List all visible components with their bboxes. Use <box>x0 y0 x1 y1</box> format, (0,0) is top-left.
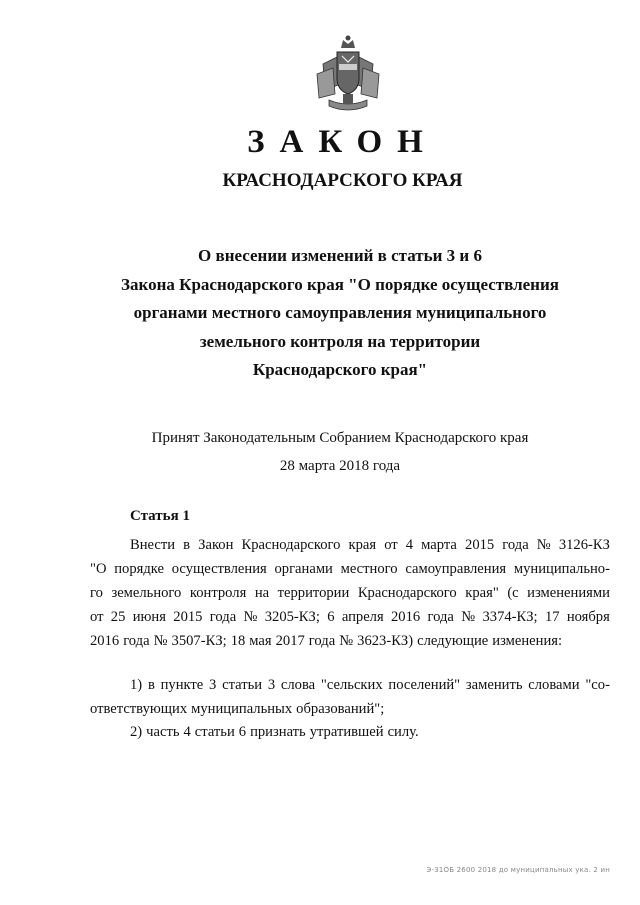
word: ответствующих <box>90 701 188 717</box>
word: края" <box>465 585 499 601</box>
word: 2016 <box>90 633 120 649</box>
word: земельного <box>111 585 182 601</box>
law-region: КРАСНОДАРСКОГО КРАЯ <box>222 170 463 191</box>
word: от <box>90 609 104 625</box>
word: № <box>243 609 258 625</box>
item-line <box>90 720 610 744</box>
word: органами <box>274 561 333 577</box>
word: 25 <box>110 609 126 625</box>
word: статьи <box>222 677 263 693</box>
heading-line: органами местного самоуправления муниципального <box>133 303 547 322</box>
word: апреля <box>341 609 384 625</box>
item-line <box>90 673 610 697</box>
word: 3126-КЗ <box>558 537 610 553</box>
word: 2017 <box>275 633 305 649</box>
krasnodar-coat-of-arms-icon <box>313 34 383 116</box>
word: словами <box>528 677 580 693</box>
word: контроля <box>189 585 247 601</box>
word: года <box>308 633 336 649</box>
paragraph-line <box>90 533 610 557</box>
word: 3623-КЗ) <box>357 633 414 649</box>
article-title: Статья 1 <box>130 508 190 524</box>
word: местного <box>340 561 398 577</box>
heading-line: Краснодарского края" <box>252 360 428 379</box>
word: 2015 <box>465 537 495 553</box>
word: Закон <box>198 537 234 553</box>
word: часть <box>146 724 180 740</box>
word: 3507-КЗ; <box>171 633 227 649</box>
word: 4 <box>183 724 191 740</box>
word: утратившей <box>309 724 384 740</box>
paragraph-line <box>90 605 610 629</box>
word: года <box>123 633 150 649</box>
word: пункте <box>160 677 204 693</box>
word: силу. <box>387 724 419 740</box>
article-item-2 <box>90 720 610 744</box>
word: мая <box>249 633 272 649</box>
word: 2015 <box>173 609 203 625</box>
word: края <box>348 537 377 553</box>
word: года <box>427 609 454 625</box>
footer-registration-mark: Э-31ОБ 2600 2018 до муниципальных ука. 2 ин <box>426 866 610 874</box>
adoption-date: 28 марта 2018 года <box>279 458 401 474</box>
word: в <box>183 537 191 553</box>
law-heading <box>0 242 640 385</box>
word: "О <box>90 561 107 577</box>
article-paragraph <box>90 533 610 653</box>
heading-line: Закона Краснодарского края "О порядке осуществления <box>121 274 559 294</box>
word: № <box>461 609 476 625</box>
word: июня <box>132 609 166 625</box>
word: 3 <box>267 677 276 693</box>
word: 3 <box>209 677 217 693</box>
word: признать <box>250 724 306 740</box>
word: 3205-КЗ; <box>264 609 320 625</box>
adoption-line: Принят Законодательным Собранием Краснодарского края <box>151 430 529 446</box>
word: 4 <box>405 537 414 553</box>
paragraph-line <box>90 557 610 581</box>
paragraph-line <box>90 629 610 653</box>
word: № <box>153 633 168 649</box>
word: изменения: <box>492 633 563 649</box>
law-title: ЗАКОН <box>247 124 438 160</box>
word: заменить <box>465 677 523 693</box>
heading-line: О внесении изменений в статьи 3 и 6 <box>198 246 482 265</box>
word: следующие <box>417 633 489 649</box>
word: порядке <box>114 561 164 577</box>
word: го <box>90 585 103 601</box>
word: статьи <box>194 724 235 740</box>
word: муниципально- <box>513 561 610 577</box>
word: Краснодарского <box>241 537 341 553</box>
word: 18 <box>230 633 246 649</box>
word: изменениями <box>527 585 610 601</box>
word: 17 <box>544 609 560 625</box>
word: муниципальных <box>191 701 293 717</box>
word: Внести <box>130 537 176 553</box>
word: "сельских <box>320 677 383 693</box>
word: 2016 <box>391 609 421 625</box>
word: (с <box>507 585 519 601</box>
word: марта <box>421 537 457 553</box>
word: на <box>254 585 270 601</box>
word: поселений" <box>388 677 461 693</box>
word: 1) <box>130 677 143 693</box>
word: "со- <box>585 677 610 693</box>
adoption-note <box>0 424 640 480</box>
word: Краснодарского <box>357 585 457 601</box>
word: года <box>209 609 237 625</box>
word: 2) <box>130 724 143 740</box>
paragraph-line <box>90 581 610 605</box>
word: № <box>536 537 551 553</box>
word: в <box>147 677 155 693</box>
item-line <box>90 697 610 721</box>
word: 3374-КЗ; <box>482 609 538 625</box>
word: территории <box>277 585 350 601</box>
heading-line: земельного контроля на территории <box>199 331 481 351</box>
word: самоуправления <box>405 561 507 577</box>
article-item-1 <box>90 673 610 721</box>
word: осуществления <box>171 561 267 577</box>
word: от <box>384 537 398 553</box>
word: 6 <box>327 609 335 625</box>
word: года <box>502 537 529 553</box>
word: ноября <box>566 609 610 625</box>
word: слова <box>280 677 316 693</box>
word: образований"; <box>296 701 385 717</box>
word: № <box>339 633 354 649</box>
word: 6 <box>238 724 247 740</box>
